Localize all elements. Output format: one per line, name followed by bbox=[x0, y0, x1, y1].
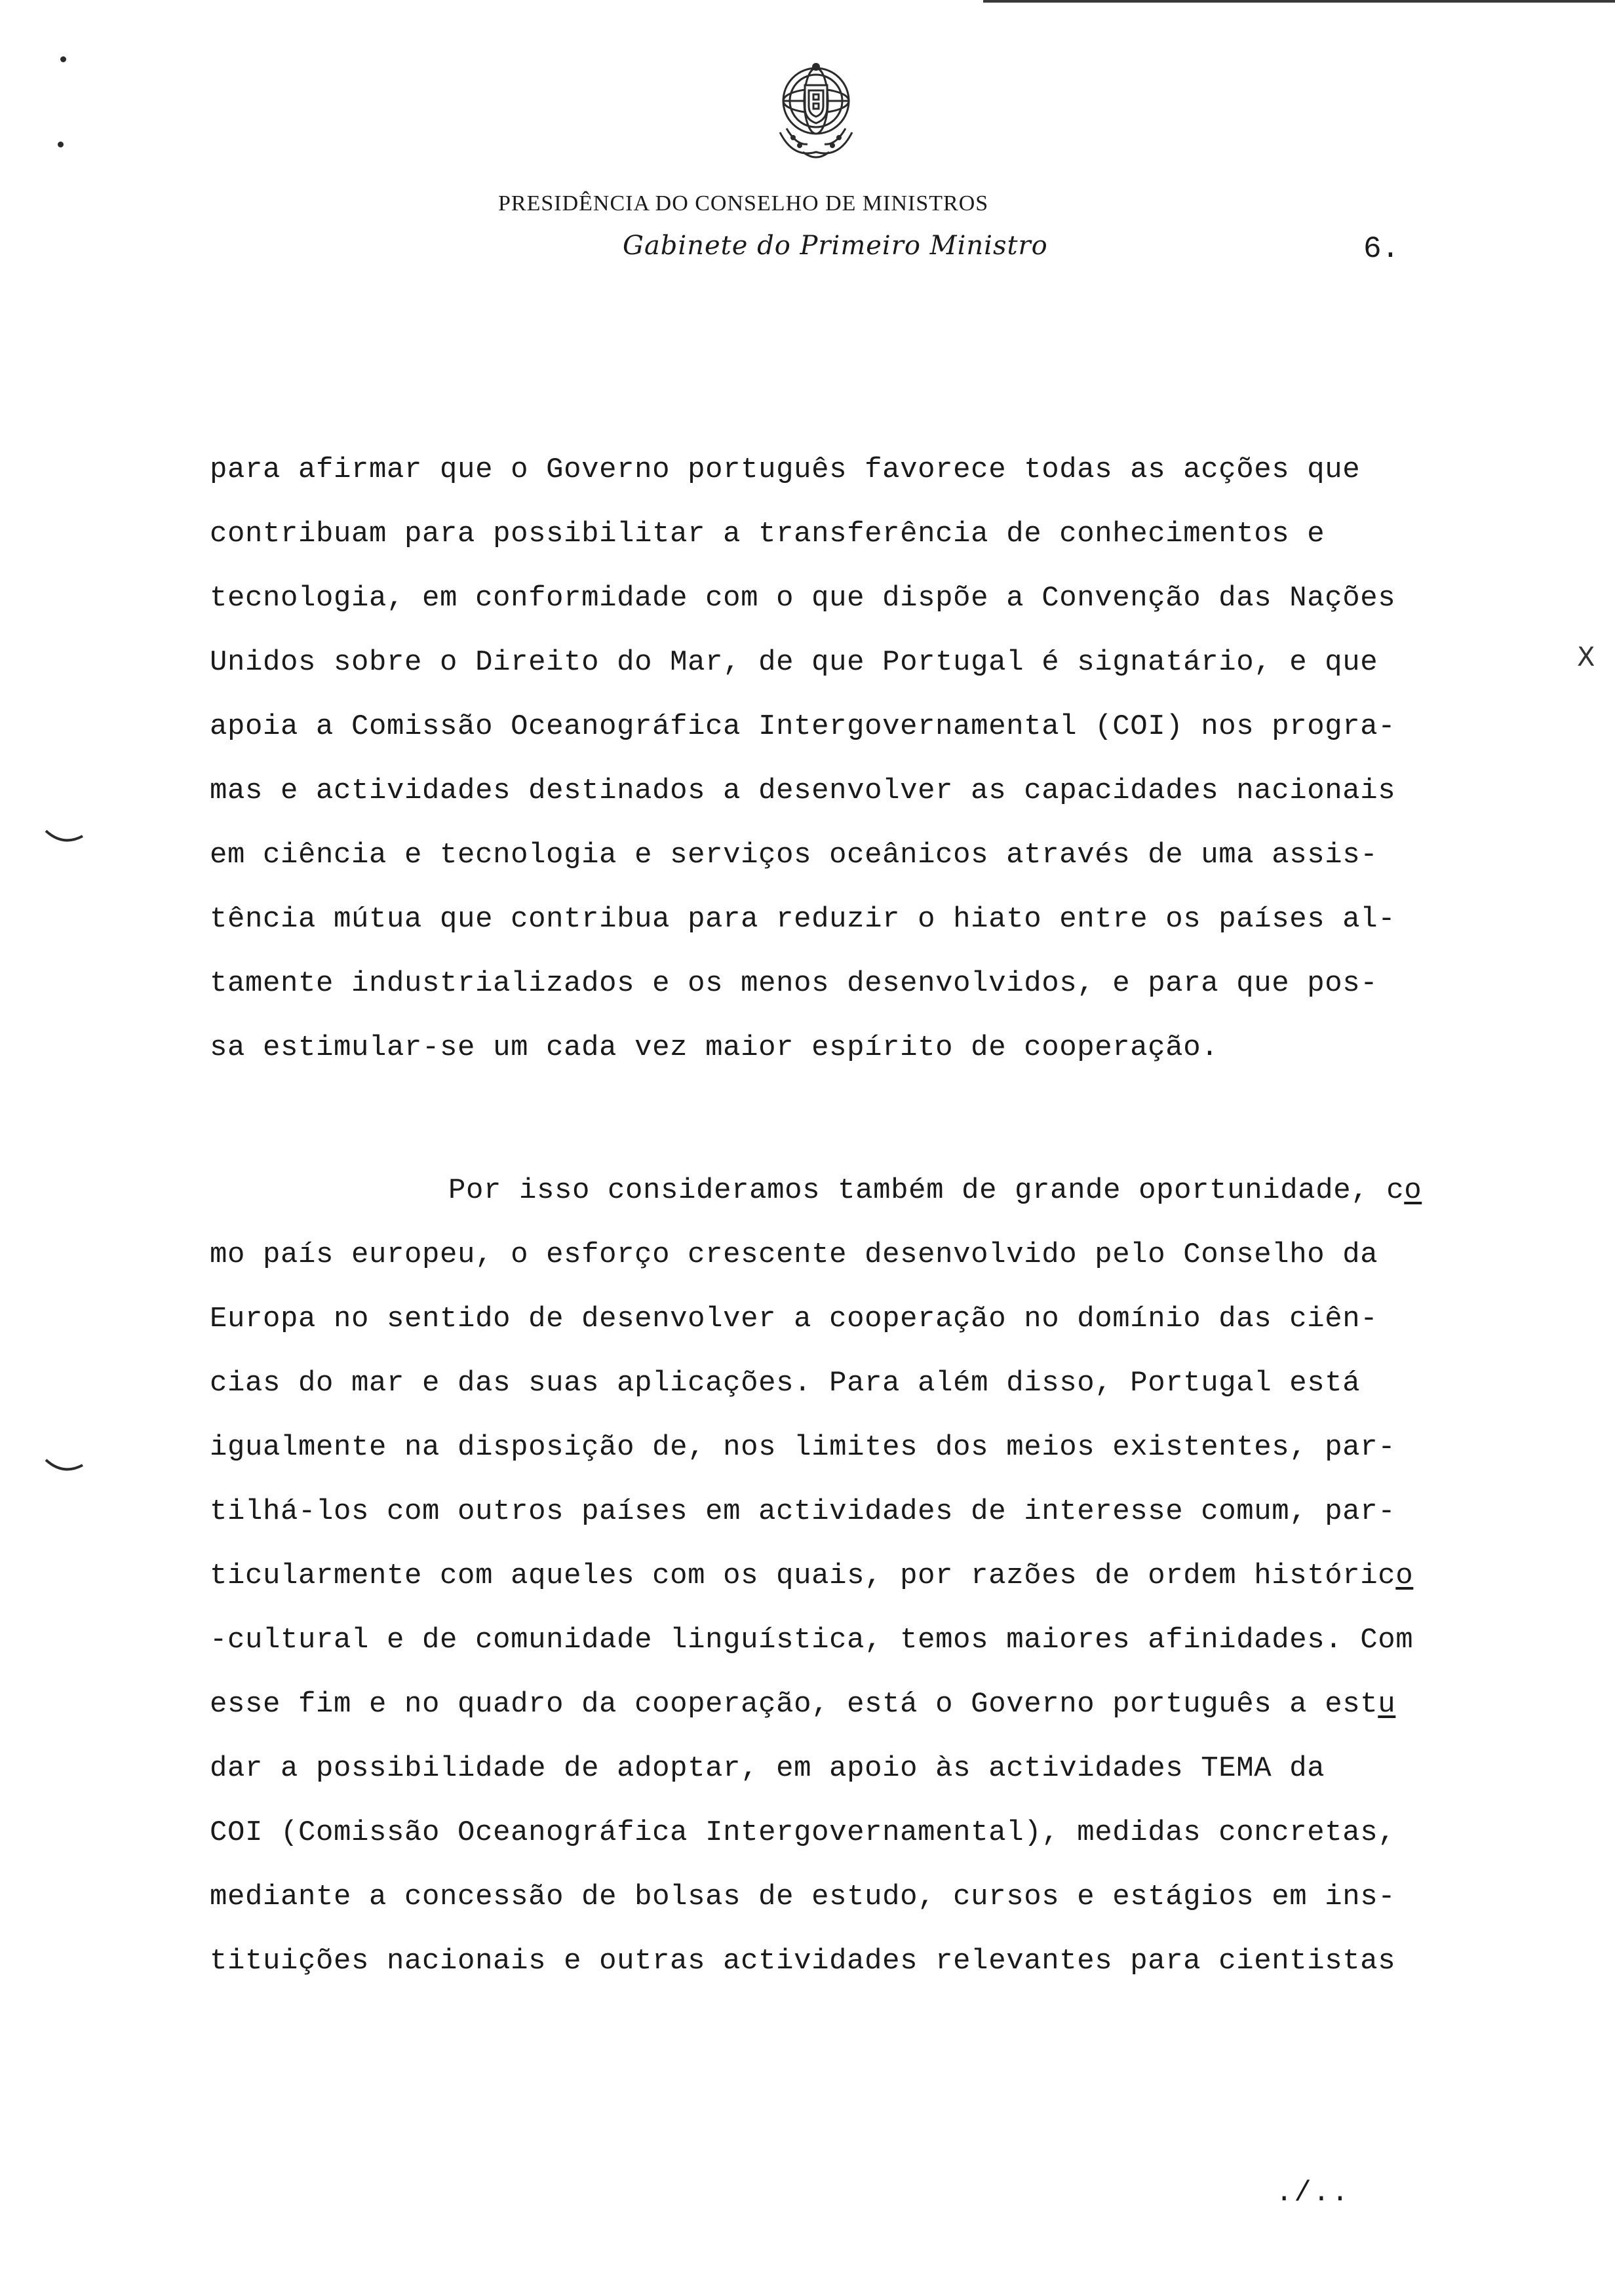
margin-tick-icon bbox=[43, 1456, 85, 1474]
text-segment: ticularmente com aqueles com os quais, por razões de ordem históric bbox=[210, 1559, 1396, 1592]
text-line: tituições nacionais e outras actividades relevantes para cientistas bbox=[210, 1945, 1396, 1978]
text-line: mediante a concessão de bolsas de estudo, cursos e estágios em ins- bbox=[210, 1881, 1396, 1913]
text-line: contribuam para possibilitar a transferência de conhecimentos e bbox=[210, 518, 1325, 550]
organization-name: PRESIDÊNCIA DO CONSELHO DE MINISTROS bbox=[498, 191, 989, 216]
text-line: para afirmar que o Governo português favorece todas as acções que bbox=[210, 453, 1361, 486]
underlined-fragment: o bbox=[1395, 1559, 1414, 1592]
punch-mark bbox=[58, 142, 64, 147]
text-line: COI (Comissão Oceanográfica Intergovernamental), medidas concretas, bbox=[210, 1816, 1396, 1849]
text-line: tecnologia, em conformidade com o que dispõe a Convenção das Nações bbox=[210, 582, 1396, 615]
margin-tick-icon bbox=[43, 827, 85, 845]
underlined-fragment: u bbox=[1378, 1688, 1396, 1721]
text-line bbox=[210, 1174, 1422, 1207]
text-segment: Por isso consideramos também de grande oportunidade, c bbox=[448, 1174, 1405, 1207]
margin-x-mark: X bbox=[1577, 642, 1595, 672]
page-number: 6. bbox=[1363, 232, 1400, 266]
text-line: mas e actividades destinados a desenvolver as capacidades nacionais bbox=[210, 775, 1396, 807]
text-line bbox=[210, 1559, 1413, 1592]
text-line: -cultural e de comunidade linguística, temos maiores afinidades. Com bbox=[210, 1624, 1414, 1656]
text-line: mo país europeu, o esforço crescente desenvolvido pelo Conselho da bbox=[210, 1238, 1378, 1271]
punch-mark bbox=[60, 56, 66, 62]
office-name: Gabinete do Primeiro Ministro bbox=[623, 231, 1048, 261]
coat-of-arms-icon bbox=[767, 60, 865, 165]
text-line: Unidos sobre o Direito do Mar, de que Portugal é signatário, e que bbox=[210, 646, 1378, 679]
text-line bbox=[210, 1688, 1395, 1721]
text-line: sa estimular-se um cada vez maior espírito de cooperação. bbox=[210, 1031, 1219, 1064]
text-line: em ciência e tecnologia e serviços oceânicos através de uma assis- bbox=[210, 839, 1378, 871]
scan-top-rule bbox=[983, 0, 1615, 3]
text-line: apoia a Comissão Oceanográfica Intergovernamental (COI) nos progra- bbox=[210, 710, 1396, 743]
text-line: Europa no sentido de desenvolver a cooperação no domínio das ciên- bbox=[210, 1303, 1378, 1335]
text-line: tilhá-los com outros países em actividades de interesse comum, par- bbox=[210, 1495, 1396, 1528]
text-segment: esse fim e no quadro da cooperação, está o Governo português a est bbox=[210, 1688, 1378, 1721]
text-line: cias do mar e das suas aplicações. Para além disso, Portugal está bbox=[210, 1367, 1361, 1400]
text-line: tência mútua que contribua para reduzir o hiato entre os países al- bbox=[210, 903, 1396, 936]
continuation-mark: ./.. bbox=[1275, 2177, 1350, 2210]
underlined-fragment: o bbox=[1404, 1174, 1422, 1207]
text-line: tamente industrializados e os menos desenvolvidos, e para que pos- bbox=[210, 967, 1378, 1000]
text-line: igualmente na disposição de, nos limites dos meios existentes, par- bbox=[210, 1431, 1396, 1464]
text-line: dar a possibilidade de adoptar, em apoio às actividades TEMA da bbox=[210, 1752, 1325, 1785]
